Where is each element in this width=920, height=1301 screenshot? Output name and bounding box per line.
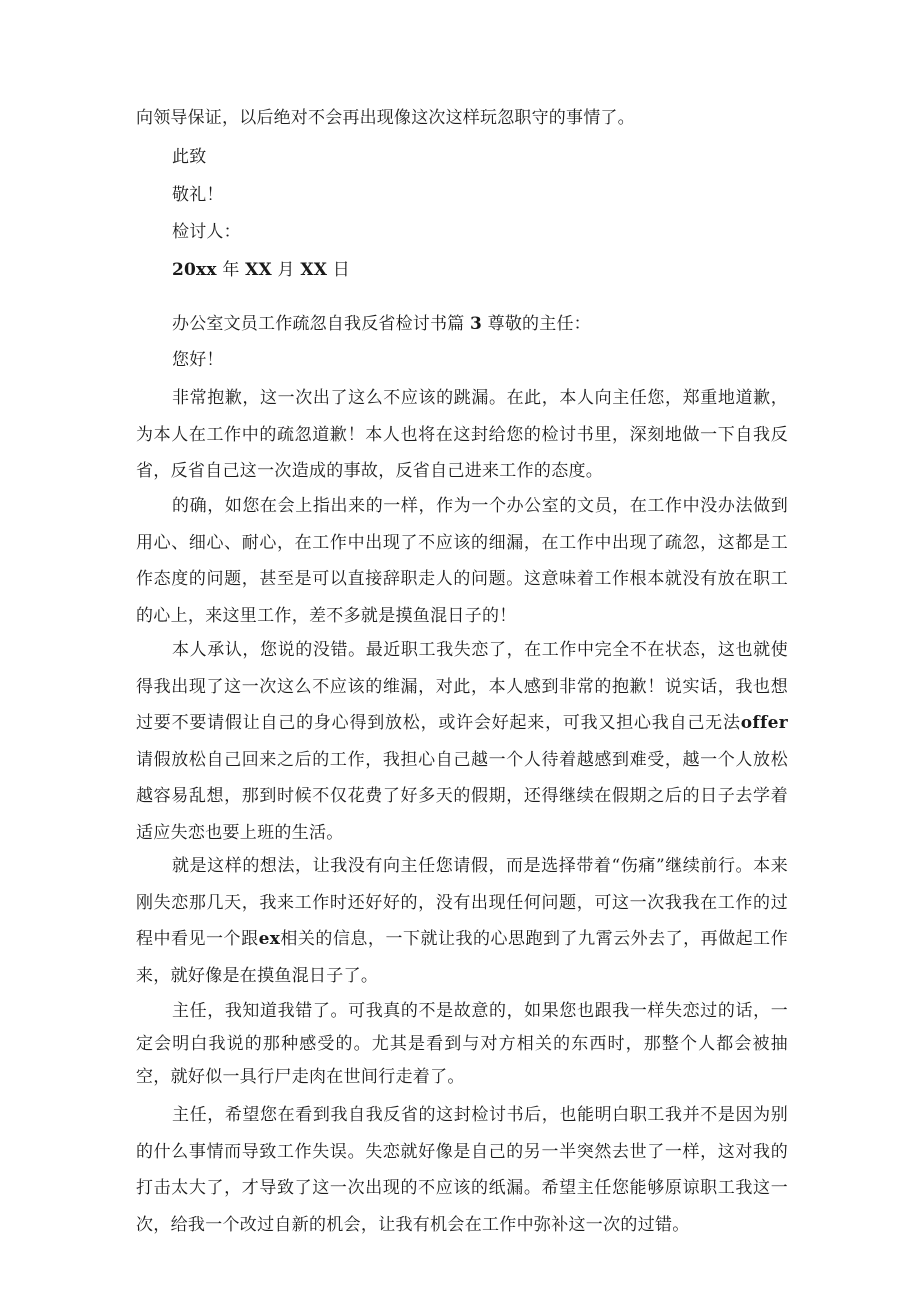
date-yue: 月 [277, 260, 295, 280]
paragraph-admission [136, 632, 788, 852]
p3-offer: offer [740, 713, 788, 734]
closing-jingli: 敬礼！ [172, 185, 224, 205]
paragraph-request: 主任，希望您在看到我自我反省的这封检讨书后，也能明白职工我并不是因为别的什么事情而导致工作失误。失恋就好像是自己的另一半突然去世了一样，这对我的打击太大了，才导致了这一次出现的不应该的纸漏。希望主任您能够原谅职工我这一次，给我一个改过自新的机会，让我有机会在工作中弥补这一次的过错。 [136, 1105, 788, 1235]
p4-ex: ex [258, 929, 281, 950]
p4-part-c: 相关的信息，一下就让我的心思跑到了九霄云外去了，再做起工作来，就好像是在摸鱼混日子了。 [136, 929, 788, 986]
p4-part-a: 就是这样的想法，让我没有向主任您请假，而是选择带着“伤痛”继续前行。本来刚失恋那几天，我来工作时还好好的，没有出现任何问题，可这一次我我在工作的过程中看见一个跟 [136, 856, 788, 950]
promise-line: 向领导保证，以后绝对不会再出现像这次这样玩忽职守的事情了。 [136, 108, 635, 128]
date-day: XX [300, 260, 328, 280]
paragraph-attitude: 的确，如您在会上指出来的一样，作为一个办公室的文员，在工作中没办法做到用心、细心、耐心，在工作中出现了不应该的细漏，在工作中出现了疏忽，这都是工作态度的问题，甚至是可以直接辞职走人的问题。这意味着工作根本就没有放在职工的心上，来这里工作，差不多就是摸鱼混日子的！ [136, 496, 788, 626]
heading-post: 尊敬的主任： [487, 314, 591, 334]
date-ri: 日 [332, 260, 350, 280]
date-line [172, 258, 350, 282]
paragraph-reason [136, 848, 788, 994]
paragraph-feelings: 主任，我知道我错了。可我真的不是故意的，如果您也跟我一样失恋过的话，一定会明白我说的那种感受的。尤其是看到与对方相关的东西时，那整个人都会被抽空，就好似一具行尸走肉在世间行走着了。 [136, 1001, 788, 1087]
closing-cizhi: 此致 [172, 147, 207, 167]
date-month: XX [245, 260, 272, 280]
p3-part-a: 本人承认，您说的没错。最近职工我失恋了，在工作中完全不在状态，这也就使得我出现了这一次这么不应该的维漏，对此，本人感到非常的抱歉！说实话，我也想过要不要请假让自己的身心得到放松，或许会好起来，可我又担心我自己无法 [136, 640, 788, 734]
greeting: 您好！ [172, 350, 224, 370]
p3-part-c: 请假放松自己回来之后的工作，我担心自己越一个人待着越感到难受，越一个人放松越容易乱想，那到时候不仅花费了好多天的假期，还得继续在假期之后的日子去学着适应失恋也要上班的生活。 [136, 749, 788, 843]
date-year: 20xx [172, 260, 217, 280]
date-nian: 年 [222, 260, 240, 280]
section-heading [172, 312, 591, 336]
heading-pre: 办公室文员工作疏忽自我反省检讨书篇 [172, 314, 465, 334]
signer-label: 检讨人： [172, 222, 241, 242]
heading-num: 3 [470, 314, 483, 334]
paragraph-apology: 非常抱歉，这一次出了这么不应该的跳漏。在此，本人向主任您，郑重地道歉，为本人在工作中的疏忽道歉！本人也将在这封给您的检讨书里，深刻地做一下自我反省，反省自己这一次造成的事故，反省自己进来工作的态度。 [136, 388, 788, 482]
